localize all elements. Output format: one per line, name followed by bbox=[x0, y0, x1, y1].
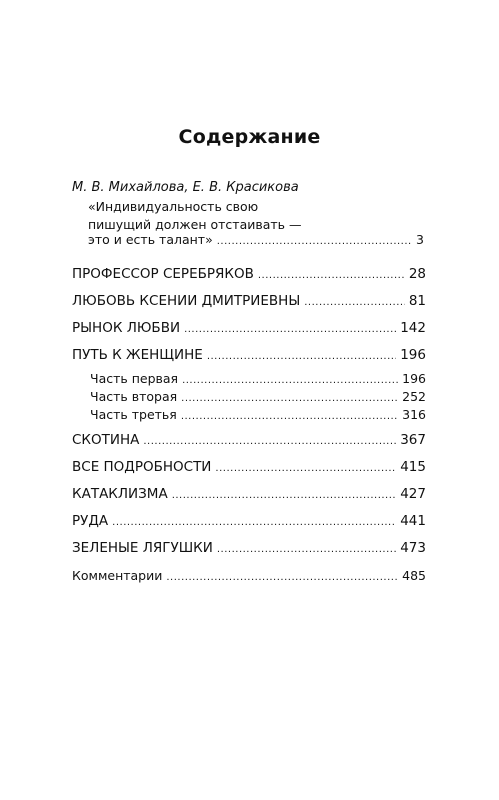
toc-row[interactable] bbox=[72, 457, 426, 479]
toc-row-intro[interactable] bbox=[88, 230, 424, 252]
page-number: 415 bbox=[400, 459, 426, 475]
entry-title: Часть вторая bbox=[90, 389, 178, 404]
entry-title: ПРОФЕССОР СЕРЕБРЯКОВ bbox=[72, 266, 254, 282]
entry-title: Часть первая bbox=[90, 371, 179, 386]
toc-row[interactable] bbox=[72, 264, 426, 286]
dot-leader bbox=[166, 568, 398, 588]
intro-authors: М. В. Михайлова, Е. В. Красикова bbox=[72, 180, 299, 195]
entry-title: Часть третья bbox=[90, 407, 177, 422]
dot-leader bbox=[258, 266, 405, 286]
dot-leader bbox=[207, 347, 396, 367]
page-number: 28 bbox=[408, 266, 426, 282]
dot-leader bbox=[184, 320, 396, 340]
toc-row[interactable] bbox=[72, 566, 426, 588]
page-number: 196 bbox=[402, 371, 426, 386]
dot-leader bbox=[217, 232, 412, 252]
dot-leader bbox=[304, 293, 405, 313]
page-number: 367 bbox=[400, 432, 426, 448]
intro-line-3: это и есть талант» bbox=[88, 232, 213, 247]
page-number: 196 bbox=[400, 347, 426, 363]
entry-title: КАТАКЛИЗМА bbox=[72, 486, 168, 502]
page-number: 81 bbox=[408, 293, 426, 309]
page-number: 473 bbox=[400, 540, 426, 556]
toc-row[interactable] bbox=[72, 430, 426, 452]
entry-title: СКОТИНА bbox=[72, 432, 140, 448]
toc-row[interactable] bbox=[72, 538, 426, 560]
toc-heading: Содержание bbox=[178, 126, 321, 148]
page-number: 252 bbox=[402, 389, 426, 404]
toc-row[interactable] bbox=[72, 484, 426, 506]
dot-leader bbox=[215, 459, 396, 479]
entry-title: РЫНОК ЛЮБВИ bbox=[72, 320, 181, 336]
toc-row[interactable] bbox=[72, 291, 426, 313]
dot-leader bbox=[181, 407, 398, 427]
dot-leader bbox=[172, 486, 397, 506]
dot-leader bbox=[112, 513, 396, 533]
toc-row[interactable] bbox=[72, 345, 426, 367]
entry-title: Комментарии bbox=[72, 568, 163, 583]
page-number: 316 bbox=[402, 407, 426, 422]
entry-title: РУДА bbox=[72, 513, 109, 529]
page-number: 3 bbox=[416, 232, 424, 247]
intro-line-2: пишущий должен отстаивать — bbox=[88, 217, 302, 232]
entry-title: ПУТЬ К ЖЕНЩИНЕ bbox=[72, 347, 203, 363]
page-number: 142 bbox=[400, 320, 426, 336]
entry-title: ЛЮБОВЬ КСЕНИИ ДМИТРИЕВНЫ bbox=[72, 293, 301, 309]
dot-leader bbox=[143, 432, 396, 452]
page-number: 485 bbox=[402, 568, 426, 583]
intro-line-1: «Индивидуальность свою bbox=[88, 199, 259, 214]
page-number: 441 bbox=[400, 513, 426, 529]
entry-title: ВСЕ ПОДРОБНОСТИ bbox=[72, 459, 212, 475]
toc-subrow[interactable] bbox=[90, 405, 426, 427]
dot-leader bbox=[217, 540, 396, 560]
toc-row[interactable] bbox=[72, 511, 426, 533]
page-number: 427 bbox=[400, 486, 426, 502]
toc-row[interactable] bbox=[72, 318, 426, 340]
entry-title: ЗЕЛЕНЫЕ ЛЯГУШКИ bbox=[72, 540, 213, 556]
